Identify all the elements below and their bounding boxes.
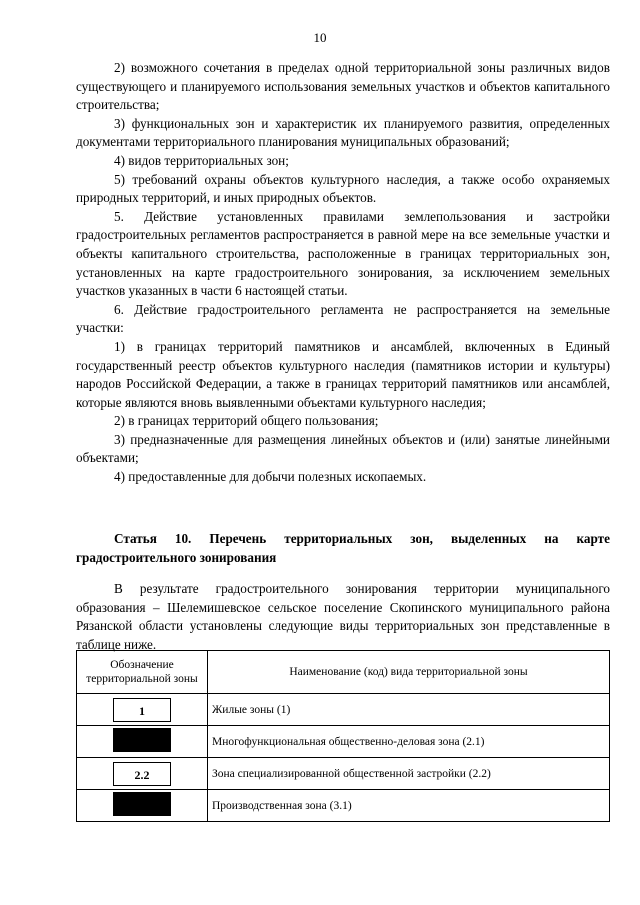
body-text bbox=[76, 59, 610, 487]
table-header-row bbox=[77, 651, 610, 694]
intro-paragraph: В результате градостроительного зонирования территории муниципального образования – Шелемишевское сельское поселение Скопинского муниципального района Рязанской области установлены следующие виды территориальных зон представленные в таблице ниже. bbox=[76, 581, 610, 652]
zone-code-swatch bbox=[113, 792, 171, 816]
zone-name: Производственная зона (3.1) bbox=[208, 790, 610, 822]
paragraph: 4) видов территориальных зон; bbox=[114, 152, 289, 168]
zone-code-cell bbox=[77, 726, 208, 758]
zone-name: Многофункциональная общественно-деловая зона (2.1) bbox=[208, 726, 610, 758]
zone-code-cell bbox=[77, 694, 208, 726]
zone-name: Жилые зоны (1) bbox=[208, 694, 610, 726]
paragraph: 5) требований охраны объектов культурного наследия, а также особо охраняемых природных территорий, и иных природных объектов. bbox=[76, 171, 610, 206]
table-row bbox=[77, 694, 610, 726]
zones-table bbox=[76, 650, 610, 822]
header-code: Обозначение территориальной зоны bbox=[77, 651, 208, 694]
paragraph: 5. Действие установленных правилами землепользования и застройки градостроительных регламентов распространяется в равной мере на все земельные участки и объекты капитального строительства, расположенные в границах территориальных зон, установленных на карте градостроительного зонирования, за исключением земельных участков указанных в части 6 настоящей статьи. bbox=[76, 208, 610, 299]
zone-name: Зона специализированной общественной застройки (2.2) bbox=[208, 758, 610, 790]
paragraph: 3) функциональных зон и характеристик их планируемого развития, определенных документами территориального планирования муниципальных образований; bbox=[76, 115, 610, 150]
header-name: Наименование (код) вида территориальной зоны bbox=[208, 651, 610, 694]
paragraph: 4) предоставленные для добычи полезных ископаемых. bbox=[114, 469, 427, 485]
zone-code-swatch bbox=[113, 728, 171, 752]
zone-code-swatch: 2.2 bbox=[113, 762, 171, 786]
zone-code-cell bbox=[77, 758, 208, 790]
paragraph: 2) возможного сочетания в пределах одной территориальной зоны различных видов существующего и планируемого использования земельных участков и объектов капитального строительства; bbox=[76, 60, 610, 113]
page-number: 10 bbox=[313, 30, 327, 45]
article-heading: Статья 10. Перечень территориальных зон, выделенных на карте градостроительного зонирования bbox=[76, 531, 610, 565]
zone-code-swatch: 1 bbox=[113, 698, 171, 722]
paragraph: 1) в границах территорий памятников и ансамблей, включенных в Единый государственный реестр объектов культурного наследия (памятников истории и культуры) народов Российской Федерации, а также в границах территорий памятников или ансамблей, которые являются вновь выявленными объектами культурного наследия; bbox=[76, 338, 610, 410]
table-row bbox=[77, 790, 610, 822]
table-row bbox=[77, 726, 610, 758]
paragraph: 6. Действие градостроительного регламента не распространяется на земельные участки: bbox=[76, 301, 610, 336]
zone-code-cell bbox=[77, 790, 208, 822]
paragraph: 3) предназначенные для размещения линейных объектов и (или) занятые линейными объектами; bbox=[76, 431, 610, 466]
paragraph: 2) в границах территорий общего пользования; bbox=[114, 413, 379, 429]
table-row bbox=[77, 758, 610, 790]
